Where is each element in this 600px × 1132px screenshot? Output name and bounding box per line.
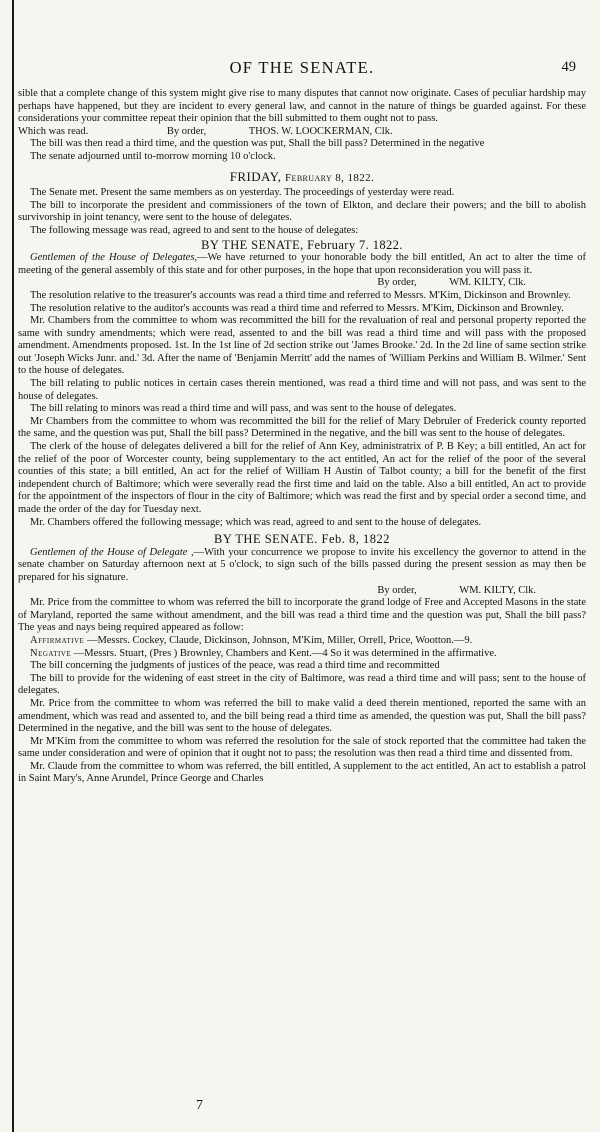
- paragraph: The bill was then read a third time, and the question was put, Shall the bill pass? Determined in the negative: [30, 138, 485, 150]
- paragraph: The resolution relative to the auditor's accounts was read a third time and referred to Messrs. M'Kim, Dickinson and Brownley.: [30, 302, 564, 314]
- message-signature: [18, 585, 586, 598]
- day-name: FRIDAY,: [229, 168, 282, 184]
- message-order: By order,: [377, 584, 417, 596]
- paragraph: The senate adjourned until to-morrow morning 10 o'clock.: [30, 150, 276, 162]
- paragraph: Mr M'Kim from the committee to whom was referred the resolution for the sale of stock reported that the committee had taken the same under consideration and were of opinion that it ought not to pass; the resolution was then read a third time and dissented from.: [18, 735, 586, 760]
- paragraph: Mr. Chambers offered the following message; which was read, agreed to and sent to the house of delegates.: [30, 516, 482, 528]
- signature-order: By order,: [166, 125, 207, 137]
- message-text: [18, 252, 586, 277]
- signature-line: [18, 126, 586, 139]
- page-title: OF THE SENATE.: [229, 58, 375, 77]
- signature-left: Which was read.: [18, 125, 89, 137]
- affirmative-label: Affirmative: [30, 634, 85, 646]
- binding-rule: [12, 0, 14, 1132]
- paragraph: sible that a complete change of this system might give rise to many disputes that cannot now originate. Cases of peculiar hardship may perhaps have happened, but they are incident to every general law, and cannot in the nature of things be guarded against. For these considerations your committee repeat their opinion that the bill submitted to them ought not to pass.: [18, 88, 586, 125]
- day-date: February 8, 1822.: [285, 171, 375, 184]
- paragraph: The following message was read, agreed to and sent to the house of delegates:: [30, 224, 359, 236]
- message-order: By order,: [377, 277, 417, 289]
- running-header: [14, 58, 590, 82]
- negative-names: —Messrs. Stuart, (Pres ) Brownley, Chambers and Kent.—4 So it was determined in the affirmative.: [71, 647, 497, 659]
- message-signature: [18, 277, 586, 290]
- paragraph: The bill relating to public notices in certain cases therein mentioned, was read a third time and will not pass, and was sent to the house of delegates.: [18, 378, 586, 402]
- paragraph: The bill concerning the judgments of justices of the peace, was read a third time and recommitted: [30, 660, 440, 672]
- page-body: [18, 88, 586, 786]
- signature-clerk: THOS. W. LOOCKERMAN, Clk.: [248, 125, 393, 137]
- message-salutation: Gentlemen of the House of Delegates,: [30, 252, 198, 264]
- paragraph: The resolution relative to the treasurer's accounts was read a third time and referred to Messrs. M'Kim, Dickinson and Brownley.: [30, 289, 571, 301]
- message-heading: BY THE SENATE. Feb. 8, 1822: [214, 532, 390, 547]
- signature-mark: 7: [196, 1098, 203, 1113]
- message-text: [18, 547, 586, 585]
- message-body: —With your concurrence we propose to invite his excellency the governor to attend in the senate chamber on Saturday afternoon next at 5 o'clock, to sign such of the bills passed during the present session as may then be prepared for his signature.: [18, 546, 586, 583]
- day-heading: [18, 168, 586, 185]
- paragraph: The bill to provide for the widening of east street in the city of Baltimore, was read a third time and will pass; sent to the house of delegates.: [18, 672, 586, 697]
- paragraph: The bill to incorporate the president and commissioners of the town of Elkton, and declare their powers; and the bill to abolish survivorship in joint tenancy, were sent to the house of delegates.: [18, 199, 586, 224]
- negative-votes: [18, 648, 586, 661]
- message-clerk: WM. KILTY, Clk.: [459, 584, 536, 596]
- affirmative-names: —Messrs. Cockey, Claude, Dickinson, Johnson, M'Kim, Miller, Orrell, Price, Wootton.—9.: [84, 634, 473, 646]
- paragraph: Mr. Chambers from the committee to whom was recommitted the bill for the revaluation of real and personal property reported the same with sundry amendments; which were read, assented to and the bill was read a third time and will pass with the proposed amendment. Amendments proposed. 1st. In the 1st line of 2d section strike out 'James Brooke.' 2d. In the 2d line of same section strike out 'Joseph Wicks Junr. and.' 3d. After the name of 'Benjamin Merritt' add the names of 'William Perkins and William B. Wilmer.' Sent to the house of delegates.: [18, 315, 586, 377]
- negative-label: Negative: [30, 647, 72, 659]
- message-clerk: WM. KILTY, Clk.: [449, 277, 526, 289]
- paragraph: The Senate met. Present the same members as on yesterday. The proceedings of yesterday were read.: [30, 187, 455, 199]
- paragraph: Mr. Price from the committee to whom was referred the bill to make valid a deed therein mentioned, reported the same with an amendment, which was read and assented to, and the bill being read a third time as amended, the question was put, Shall the bill pass? Determined in the negative, and the bill was sent to the house of delegates.: [18, 697, 586, 735]
- paragraph: Mr. Price from the committee to whom was referred the bill to incorporate the grand lodge of Free and Accepted Masons in the state of Maryland, reported the same without amendment, and the bill was read a third time and the question was put, Shall the bill pass? The yeas and nays being required appeared as follow:: [18, 597, 586, 634]
- paragraph: The clerk of the house of delegates delivered a bill for the relief of Ann Key, administratrix of P. B Key; a bill entitled, An act for the relief of the poor of Worcester county, being supplementary to the act entitled, An act for the relief of the poor of the several counties of this state; a bill entitled, An act for the relief of William H Austin of Talbot county; a bill for the benefit of the first independent church of Baltimore; which were severally read the first time and laid on the table. Also a bill entitled, An act to provide for the appointment of the inspectors of flour in the city of Baltimore; which was read the first and by special order a second time, and made the order of the day for Tuesday next.: [18, 441, 586, 515]
- affirmative-votes: [18, 635, 586, 648]
- paragraph: Mr. Claude from the committee to whom was referred, the bill entitled, A supplement to the act entitled, An act to establish a patrol in Saint Mary's, Anne Arundel, Prince George and Charles: [18, 760, 586, 785]
- message-salutation: Gentlemen of the House of Delegate ,: [30, 546, 194, 558]
- message-heading: BY THE SENATE, February 7. 1822.: [201, 237, 403, 252]
- paragraph: Mr Chambers from the committee to whom was recommitted the bill for the relief of Mary Debruler of Frederick county reported the same, and the question was put, Shall the bill pass? Determined in the negative, and the bill was sent to the house of delegates.: [18, 415, 586, 440]
- message-body: —We have returned to your honorable body the bill entitled, An act to alter the time of meeting of the general assembly of this state and for other purposes, in the hope that upon reconsideration you will pass it.: [18, 252, 586, 276]
- page-number: 49: [561, 59, 576, 75]
- paragraph: The bill relating to minors was read a third time and will pass, and was sent to the house of delegates.: [30, 403, 457, 415]
